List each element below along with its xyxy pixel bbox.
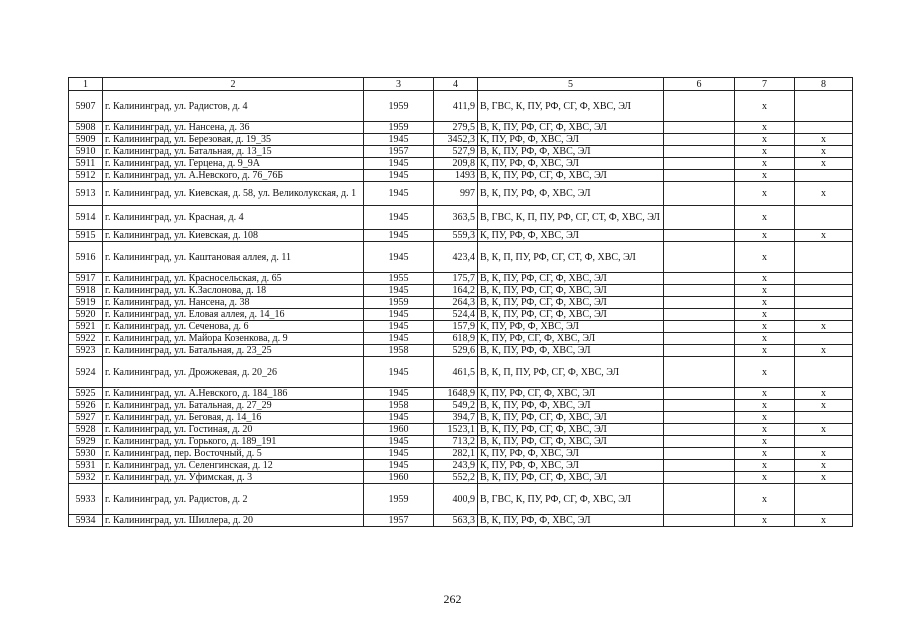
area-cell: 529,6	[434, 345, 478, 357]
row-number: 5918	[69, 285, 103, 297]
column-header: 2	[103, 78, 364, 91]
table-row	[69, 357, 853, 388]
address-cell: г. Калининград, ул. Майора Козенкова, д. 9	[103, 333, 364, 345]
column-6-cell	[664, 357, 735, 388]
area-cell: 1523,1	[434, 424, 478, 436]
column-6-cell	[664, 242, 735, 273]
year-cell: 1945	[364, 309, 434, 321]
address-cell: г. Калининград, ул. Каштановая аллея, д. 11	[103, 242, 364, 273]
year-cell: 1945	[364, 242, 434, 273]
area-cell: 411,9	[434, 91, 478, 122]
address-cell: г. Калининград, ул. Киевская, д. 108	[103, 230, 364, 242]
column-6-cell	[664, 424, 735, 436]
row-number: 5916	[69, 242, 103, 273]
area-cell: 282,1	[434, 448, 478, 460]
year-cell: 1960	[364, 472, 434, 484]
area-cell: 713,2	[434, 436, 478, 448]
table-header-row	[69, 78, 853, 91]
row-number: 5932	[69, 472, 103, 484]
services-cell: В, К, ПУ, РФ, СГ, Ф, ХВС, ЭЛ	[478, 424, 664, 436]
document-sheet	[68, 77, 852, 527]
table-row	[69, 273, 853, 285]
row-number: 5910	[69, 146, 103, 158]
area-cell: 527,9	[434, 146, 478, 158]
column-7-mark: x	[735, 134, 795, 146]
column-6-cell	[664, 412, 735, 424]
column-7-mark: x	[735, 484, 795, 515]
column-8-mark: x	[795, 388, 853, 400]
area-cell: 363,5	[434, 206, 478, 230]
column-7-mark: x	[735, 400, 795, 412]
year-cell: 1945	[364, 134, 434, 146]
year-cell: 1945	[364, 182, 434, 206]
year-cell: 1945	[364, 388, 434, 400]
table-row	[69, 400, 853, 412]
area-cell: 997	[434, 182, 478, 206]
column-7-mark: x	[735, 412, 795, 424]
table-row	[69, 484, 853, 515]
year-cell: 1945	[364, 158, 434, 170]
row-number: 5927	[69, 412, 103, 424]
column-8-mark: x	[795, 460, 853, 472]
area-cell: 243,9	[434, 460, 478, 472]
address-cell: г. Калининград, ул. Беговая, д. 14_16	[103, 412, 364, 424]
column-8-mark	[795, 206, 853, 230]
area-cell: 461,5	[434, 357, 478, 388]
year-cell: 1945	[364, 448, 434, 460]
services-cell: В, К, ПУ, РФ, СГ, Ф, ХВС, ЭЛ	[478, 412, 664, 424]
column-7-mark: x	[735, 472, 795, 484]
column-6-cell	[664, 158, 735, 170]
row-number: 5925	[69, 388, 103, 400]
area-cell: 3452,3	[434, 134, 478, 146]
table-row	[69, 333, 853, 345]
area-cell: 423,4	[434, 242, 478, 273]
column-6-cell	[664, 273, 735, 285]
table-row	[69, 146, 853, 158]
year-cell: 1945	[364, 460, 434, 472]
services-cell: К, ПУ, РФ, Ф, ХВС, ЭЛ	[478, 321, 664, 333]
address-cell: г. Калининград, ул. Красная, д. 4	[103, 206, 364, 230]
row-number: 5934	[69, 515, 103, 527]
table-row	[69, 91, 853, 122]
column-6-cell	[664, 285, 735, 297]
row-number: 5921	[69, 321, 103, 333]
year-cell: 1945	[364, 285, 434, 297]
table-row	[69, 321, 853, 333]
column-7-mark: x	[735, 448, 795, 460]
column-6-cell	[664, 321, 735, 333]
column-8-mark	[795, 297, 853, 309]
column-8-mark	[795, 285, 853, 297]
address-cell: г. Калининград, ул. Батальная, д. 27_29	[103, 400, 364, 412]
column-7-mark: x	[735, 515, 795, 527]
row-number: 5914	[69, 206, 103, 230]
year-cell: 1959	[364, 122, 434, 134]
services-cell: В, К, ПУ, РФ, СГ, Ф, ХВС, ЭЛ	[478, 285, 664, 297]
services-cell: В, К, ПУ, РФ, СГ, Ф, ХВС, ЭЛ	[478, 436, 664, 448]
column-header: 1	[69, 78, 103, 91]
address-cell: г. Калининград, ул. Радистов, д. 2	[103, 484, 364, 515]
column-8-mark	[795, 412, 853, 424]
row-number: 5912	[69, 170, 103, 182]
table-row	[69, 206, 853, 230]
address-cell: г. Калининград, ул. Герцена, д. 9_9А	[103, 158, 364, 170]
services-cell: К, ПУ, РФ, Ф, ХВС, ЭЛ	[478, 158, 664, 170]
services-cell: В, ГВС, К, П, ПУ, РФ, СГ, СТ, Ф, ХВС, ЭЛ	[478, 206, 664, 230]
services-cell: В, К, ПУ, РФ, СГ, Ф, ХВС, ЭЛ	[478, 472, 664, 484]
year-cell: 1959	[364, 484, 434, 515]
column-7-mark: x	[735, 182, 795, 206]
column-8-mark	[795, 170, 853, 182]
year-cell: 1955	[364, 273, 434, 285]
services-cell: В, ГВС, К, ПУ, РФ, СГ, Ф, ХВС, ЭЛ	[478, 91, 664, 122]
table-row	[69, 134, 853, 146]
row-number: 5924	[69, 357, 103, 388]
column-7-mark: x	[735, 122, 795, 134]
area-cell: 1493	[434, 170, 478, 182]
address-cell: г. Калининград, ул. Сеченова, д. 6	[103, 321, 364, 333]
address-cell: г. Калининград, ул. Красносельская, д. 65	[103, 273, 364, 285]
column-7-mark: x	[735, 146, 795, 158]
address-cell: г. Калининград, ул. Киевская, д. 58, ул. Великолукская, д. 1	[103, 182, 364, 206]
column-8-mark: x	[795, 515, 853, 527]
row-number: 5922	[69, 333, 103, 345]
row-number: 5919	[69, 297, 103, 309]
table-row	[69, 515, 853, 527]
column-header: 3	[364, 78, 434, 91]
column-6-cell	[664, 206, 735, 230]
row-number: 5907	[69, 91, 103, 122]
column-6-cell	[664, 400, 735, 412]
services-cell: В, К, ПУ, РФ, СГ, Ф, ХВС, ЭЛ	[478, 297, 664, 309]
column-8-mark	[795, 333, 853, 345]
services-cell: К, ПУ, РФ, СГ, Ф, ХВС, ЭЛ	[478, 388, 664, 400]
column-6-cell	[664, 182, 735, 206]
column-8-mark	[795, 309, 853, 321]
column-8-mark: x	[795, 146, 853, 158]
table-body	[69, 78, 853, 527]
column-8-mark: x	[795, 182, 853, 206]
table-row	[69, 460, 853, 472]
column-6-cell	[664, 146, 735, 158]
row-number: 5928	[69, 424, 103, 436]
column-7-mark: x	[735, 297, 795, 309]
services-cell: В, К, ПУ, РФ, Ф, ХВС, ЭЛ	[478, 400, 664, 412]
address-cell: г. Калининград, ул. Радистов, д. 4	[103, 91, 364, 122]
year-cell: 1945	[364, 436, 434, 448]
table-row	[69, 345, 853, 357]
table-row	[69, 122, 853, 134]
address-cell: г. Калининград, ул. А.Невского, д. 76_76Б	[103, 170, 364, 182]
column-6-cell	[664, 134, 735, 146]
table-row	[69, 297, 853, 309]
row-number: 5908	[69, 122, 103, 134]
services-cell: В, К, ПУ, РФ, Ф, ХВС, ЭЛ	[478, 345, 664, 357]
table-row	[69, 242, 853, 273]
row-number: 5929	[69, 436, 103, 448]
area-cell: 164,2	[434, 285, 478, 297]
area-cell: 524,4	[434, 309, 478, 321]
services-cell: К, ПУ, РФ, Ф, ХВС, ЭЛ	[478, 460, 664, 472]
address-cell: г. Калининград, пер. Восточный, д. 5	[103, 448, 364, 460]
column-8-mark	[795, 273, 853, 285]
column-6-cell	[664, 484, 735, 515]
column-6-cell	[664, 448, 735, 460]
column-7-mark: x	[735, 436, 795, 448]
services-cell: В, ГВС, К, ПУ, РФ, СГ, Ф, ХВС, ЭЛ	[478, 484, 664, 515]
area-cell: 157,9	[434, 321, 478, 333]
address-cell: г. Калининград, ул. Нансена, д. 36	[103, 122, 364, 134]
address-cell: г. Калининград, ул. Селенгинская, д. 12	[103, 460, 364, 472]
area-cell: 563,3	[434, 515, 478, 527]
services-cell: К, ПУ, РФ, СГ, Ф, ХВС, ЭЛ	[478, 333, 664, 345]
address-cell: г. Калининград, ул. Батальная, д. 13_15	[103, 146, 364, 158]
column-7-mark: x	[735, 273, 795, 285]
column-7-mark: x	[735, 91, 795, 122]
area-cell: 549,2	[434, 400, 478, 412]
services-cell: К, ПУ, РФ, Ф, ХВС, ЭЛ	[478, 448, 664, 460]
column-7-mark: x	[735, 285, 795, 297]
column-header: 7	[735, 78, 795, 91]
address-cell: г. Калининград, ул. Еловая аллея, д. 14_16	[103, 309, 364, 321]
year-cell: 1957	[364, 515, 434, 527]
row-number: 5917	[69, 273, 103, 285]
address-cell: г. Калининград, ул. Нансена, д. 38	[103, 297, 364, 309]
column-7-mark: x	[735, 333, 795, 345]
year-cell: 1945	[364, 333, 434, 345]
services-cell: В, К, ПУ, РФ, Ф, ХВС, ЭЛ	[478, 182, 664, 206]
table-row	[69, 182, 853, 206]
services-cell: В, К, П, ПУ, РФ, СГ, СТ, Ф, ХВС, ЭЛ	[478, 242, 664, 273]
column-7-mark: x	[735, 158, 795, 170]
column-7-mark: x	[735, 357, 795, 388]
buildings-table	[68, 77, 853, 527]
column-6-cell	[664, 91, 735, 122]
column-7-mark: x	[735, 206, 795, 230]
column-6-cell	[664, 333, 735, 345]
column-8-mark: x	[795, 230, 853, 242]
table-row	[69, 170, 853, 182]
table-row	[69, 412, 853, 424]
table-row	[69, 309, 853, 321]
row-number: 5915	[69, 230, 103, 242]
column-8-mark	[795, 484, 853, 515]
year-cell: 1959	[364, 297, 434, 309]
year-cell: 1945	[364, 357, 434, 388]
column-8-mark	[795, 436, 853, 448]
row-number: 5931	[69, 460, 103, 472]
services-cell: В, К, ПУ, РФ, СГ, Ф, ХВС, ЭЛ	[478, 273, 664, 285]
address-cell: г. Калининград, ул. Горького, д. 189_191	[103, 436, 364, 448]
services-cell: В, К, ПУ, РФ, СГ, Ф, ХВС, ЭЛ	[478, 170, 664, 182]
address-cell: г. Калининград, ул. К.Заслонова, д. 18	[103, 285, 364, 297]
column-6-cell	[664, 230, 735, 242]
column-8-mark: x	[795, 400, 853, 412]
address-cell: г. Калининград, ул. Батальная, д. 23_25	[103, 345, 364, 357]
column-8-mark	[795, 242, 853, 273]
area-cell: 279,5	[434, 122, 478, 134]
column-6-cell	[664, 345, 735, 357]
row-number: 5911	[69, 158, 103, 170]
column-6-cell	[664, 170, 735, 182]
column-8-mark: x	[795, 448, 853, 460]
column-header: 5	[478, 78, 664, 91]
column-6-cell	[664, 515, 735, 527]
row-number: 5920	[69, 309, 103, 321]
row-number: 5933	[69, 484, 103, 515]
column-8-mark: x	[795, 134, 853, 146]
column-8-mark: x	[795, 345, 853, 357]
year-cell: 1958	[364, 345, 434, 357]
area-cell: 175,7	[434, 273, 478, 285]
table-row	[69, 230, 853, 242]
table-row	[69, 285, 853, 297]
area-cell: 559,3	[434, 230, 478, 242]
area-cell: 400,9	[434, 484, 478, 515]
row-number: 5913	[69, 182, 103, 206]
column-header: 4	[434, 78, 478, 91]
year-cell: 1960	[364, 424, 434, 436]
column-6-cell	[664, 122, 735, 134]
table-row	[69, 448, 853, 460]
column-8-mark	[795, 122, 853, 134]
column-7-mark: x	[735, 170, 795, 182]
table-row	[69, 158, 853, 170]
services-cell: В, К, ПУ, РФ, Ф, ХВС, ЭЛ	[478, 146, 664, 158]
column-7-mark: x	[735, 388, 795, 400]
column-8-mark	[795, 91, 853, 122]
table-row	[69, 388, 853, 400]
column-6-cell	[664, 309, 735, 321]
services-cell: В, К, ПУ, РФ, Ф, ХВС, ЭЛ	[478, 515, 664, 527]
table-row	[69, 424, 853, 436]
address-cell: г. Калининград, ул. А.Невского, д. 184_186	[103, 388, 364, 400]
table-row	[69, 472, 853, 484]
column-7-mark: x	[735, 460, 795, 472]
year-cell: 1945	[364, 170, 434, 182]
column-6-cell	[664, 297, 735, 309]
column-8-mark: x	[795, 472, 853, 484]
services-cell: В, К, ПУ, РФ, СГ, Ф, ХВС, ЭЛ	[478, 309, 664, 321]
row-number: 5923	[69, 345, 103, 357]
area-cell: 394,7	[434, 412, 478, 424]
row-number: 5930	[69, 448, 103, 460]
table-row	[69, 436, 853, 448]
address-cell: г. Калининград, ул. Березовая, д. 19_35	[103, 134, 364, 146]
column-7-mark: x	[735, 230, 795, 242]
year-cell: 1959	[364, 91, 434, 122]
address-cell: г. Калининград, ул. Гостиная, д. 20	[103, 424, 364, 436]
column-7-mark: x	[735, 345, 795, 357]
column-6-cell	[664, 472, 735, 484]
row-number: 5926	[69, 400, 103, 412]
services-cell: К, ПУ, РФ, Ф, ХВС, ЭЛ	[478, 134, 664, 146]
area-cell: 209,8	[434, 158, 478, 170]
column-8-mark: x	[795, 321, 853, 333]
area-cell: 552,2	[434, 472, 478, 484]
column-header: 8	[795, 78, 853, 91]
area-cell: 1648,9	[434, 388, 478, 400]
column-header: 6	[664, 78, 735, 91]
row-number: 5909	[69, 134, 103, 146]
column-7-mark: x	[735, 321, 795, 333]
address-cell: г. Калининград, ул. Дрожжевая, д. 20_26	[103, 357, 364, 388]
column-8-mark: x	[795, 158, 853, 170]
services-cell: В, К, ПУ, РФ, СГ, Ф, ХВС, ЭЛ	[478, 122, 664, 134]
column-7-mark: x	[735, 424, 795, 436]
column-7-mark: x	[735, 309, 795, 321]
area-cell: 618,9	[434, 333, 478, 345]
column-8-mark	[795, 357, 853, 388]
year-cell: 1958	[364, 400, 434, 412]
year-cell: 1945	[364, 321, 434, 333]
address-cell: г. Калининград, ул. Уфимская, д. 3	[103, 472, 364, 484]
services-cell: В, К, П, ПУ, РФ, СГ, Ф, ХВС, ЭЛ	[478, 357, 664, 388]
column-6-cell	[664, 460, 735, 472]
column-7-mark: x	[735, 242, 795, 273]
year-cell: 1945	[364, 412, 434, 424]
year-cell: 1945	[364, 230, 434, 242]
year-cell: 1945	[364, 206, 434, 230]
page-number: 262	[443, 592, 462, 606]
services-cell: К, ПУ, РФ, Ф, ХВС, ЭЛ	[478, 230, 664, 242]
column-6-cell	[664, 436, 735, 448]
column-8-mark: x	[795, 424, 853, 436]
area-cell: 264,3	[434, 297, 478, 309]
address-cell: г. Калининград, ул. Шиллера, д. 20	[103, 515, 364, 527]
year-cell: 1957	[364, 146, 434, 158]
column-6-cell	[664, 388, 735, 400]
